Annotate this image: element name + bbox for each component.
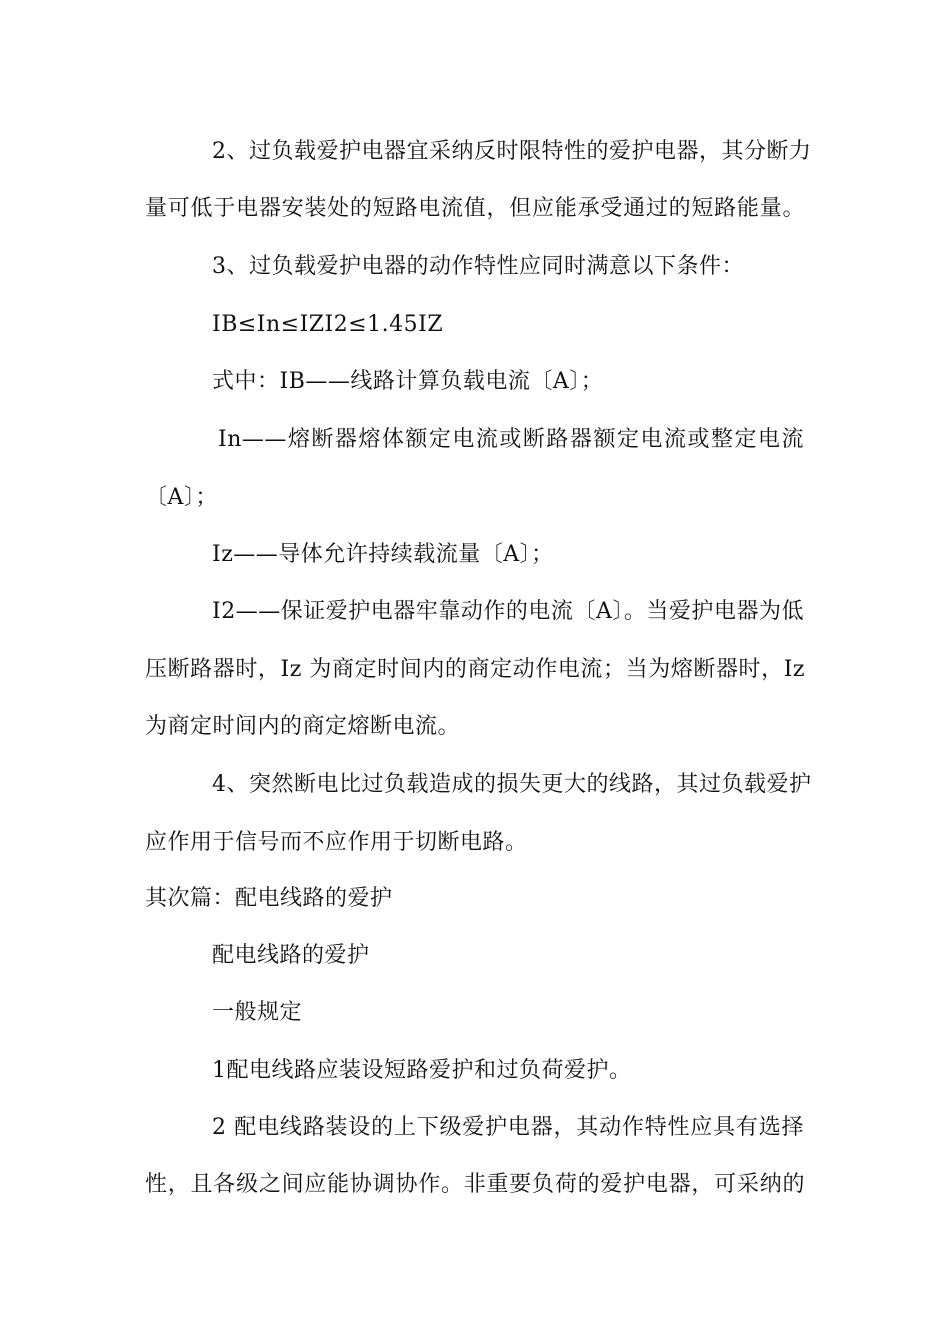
paragraph-line-11: 为商定时间内的商定熔断电流。	[145, 714, 461, 739]
formula-line: IB≤In≤IZI2≤1.45IZ	[212, 312, 444, 337]
section-title: 配电线路的爱护	[212, 943, 370, 968]
paragraph-line-12: 4、突然断电比过负载造成的损失更大的线路，其过负载爱护	[212, 772, 812, 797]
rule-1: 1配电线路应装设短路爱护和过负荷爱护。	[212, 1058, 632, 1083]
paragraph-line-13: 应作用于信号而不应作用于切断电路。	[145, 830, 528, 855]
formula-legend-iz: Iz——导体允许持续载流量〔A〕；	[212, 542, 554, 567]
paragraph-line-10: 压断路器时，Iz 为商定时间内的商定动作电流；当为熔断器时，Iz	[145, 657, 805, 682]
rule-2-line-1: 2 配电线路装设的上下级爱护电器，其动作特性应具有选择	[212, 1115, 804, 1140]
paragraph-line-1: 2、过负载爱护电器宜采纳反时限特性的爱护电器，其分断力	[212, 139, 812, 164]
paragraph-line-2: 量可低于电器安装处的短路电流值，但应能承受通过的短路能量。	[145, 196, 805, 221]
paragraph-line-3: 3、过负载爱护电器的动作特性应同时满意以下条件：	[212, 254, 744, 279]
formula-legend-in: In——熔断器熔体额定电流或断路器额定电流或整定电流	[218, 427, 804, 452]
section-heading: 其次篇：配电线路的爱护	[145, 886, 393, 911]
formula-legend-ib: 式中：IB——线路计算负载电流〔A〕；	[212, 369, 604, 394]
subsection-title: 一般规定	[212, 1000, 303, 1025]
formula-legend-in-unit: 〔A〕；	[145, 485, 218, 510]
formula-legend-i2: I2——保证爱护电器牢靠动作的电流〔A〕。当爱护电器为低	[212, 599, 804, 624]
rule-2-line-2: 性，且各级之间应能协调协作。非重要负荷的爱护电器，可采纳的	[145, 1172, 805, 1197]
